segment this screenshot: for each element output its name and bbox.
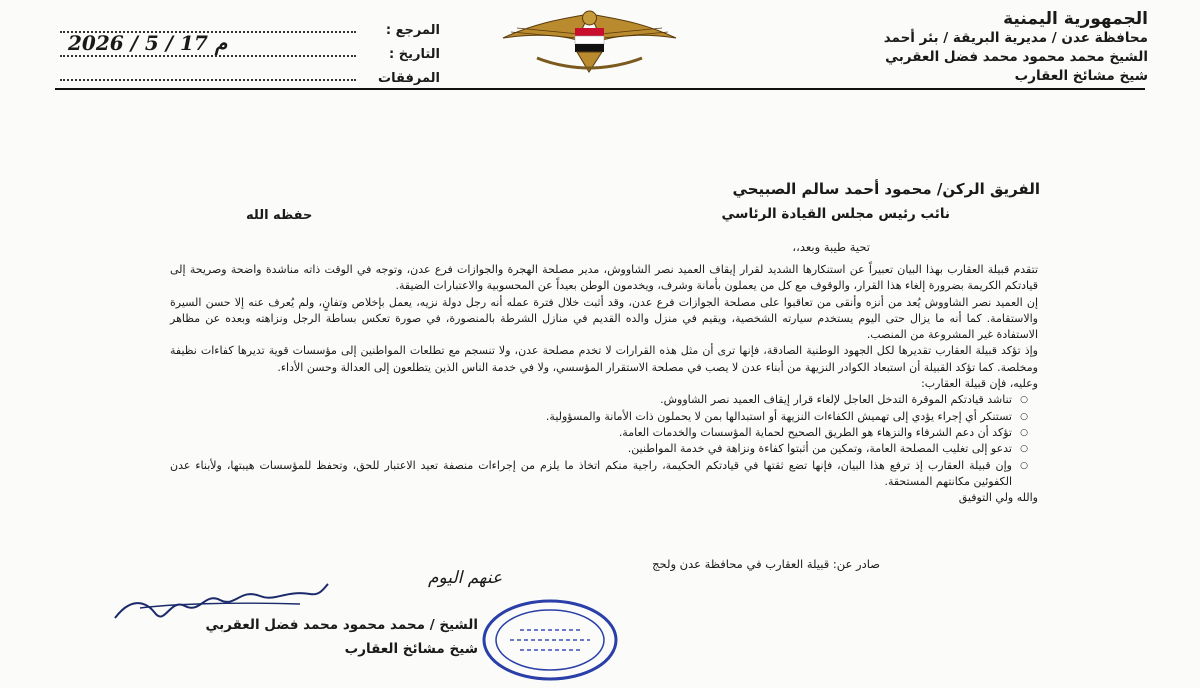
letter-body [170, 262, 1038, 506]
letterhead-right [728, 10, 1148, 86]
demand-item: ○ تستنكر أي إجراء يؤدي إلى تهميش الكفاءات النزيهة أو استبدالها بمن لا يحملون ذات الأمانة والمسؤولية. [170, 409, 1026, 425]
demands-intro: وعليه، فإن قبيلة العقارب: [921, 377, 1038, 391]
reference-label: المرجع : [385, 23, 440, 38]
letterhead-line-4: شيخ مشائخ العقارب [1014, 68, 1148, 84]
demand-item: ○ تدعو إلى تغليب المصلحة العامة، وتمكين من أثبتوا كفاءة ونزاهة في خدمة المواطنين. [170, 441, 1026, 457]
date-row [60, 31, 440, 62]
addressee-block [722, 180, 1040, 222]
greeting: تحية طيبة وبعد،، [792, 240, 870, 254]
reference-block [60, 14, 440, 86]
signer-title: شيخ مشائخ العقارب [344, 641, 478, 657]
body-paragraph-1: تتقدم قبيلة العقارب بهذا البيان تعبيراً عن استنكارها الشديد لقرار إيقاف العميد نصر الشاووش، مدير مصلحة الهجرة والجوازات فرع عدن، وتوجه في الوقت ذاته مناشدة واضحة وصريحة إلى قيادتكم الكريمة بضرورة إلغاء هذا القرار، والوقوف مع كل من يعملون بأمانة وشرف، ويخدمون الوطن بعيداً عن المحسوبية والاعتبارات الضيقة. [170, 263, 1038, 293]
attachments-label: المرفقات [378, 71, 440, 86]
handwritten-date: 2026 / 5 / 17 م [68, 31, 228, 55]
country-name: الجمهورية اليمنية [1003, 9, 1148, 29]
letterhead-line-3: الشيخ محمد محمود محمد فضل العقربي [885, 49, 1148, 65]
issued-by: صادر عن: قبيلة العقارب في محافظة عدن ولحج [652, 557, 880, 571]
letterhead-line-2: محافظة عدن / مديرية البريقة / بئر أحمد [883, 30, 1148, 46]
signer-block [205, 613, 478, 661]
official-stamp-icon [480, 598, 620, 682]
addressee-name: الفريق الركن/ محمود أحمد سالم الصبيحي [732, 180, 1040, 198]
demand-item: ○ تؤكد أن دعم الشرفاء والنزهاء هو الطريق الصحيح لحماية المؤسسات والخدمات العامة. [170, 425, 1026, 441]
header-divider [55, 88, 1145, 90]
attachments-row [60, 62, 440, 86]
body-paragraph-3: وإذ تؤكد قبيلة العقارب تقديرها لكل الجهود الوطنية الصادقة، فإنها ترى أن مثل هذه القرارات لا تخدم مصلحة عدن، ولا تنسجم مع تطلعات المواطنين إلى مؤسسات قوية تديرها كفاءات نظيفة ومخلصة. كما تؤكد القبيلة أن استبعاد الكوادر النزيهة من أبناء عدن لا يصب في مصلحة الاستقرار المؤسسي، ولا في خدمة الناس الذين يتطلعون إلى العدالة وحسن الأداء. [170, 344, 1038, 374]
demands-list [170, 392, 1038, 490]
demand-item: ○ وإن قبيلة العقارب إذ ترفع هذا البيان، فإنها تضع ثقتها في قيادتكم الحكيمة، راجية منكم اتخاذ ما يلزم من إجراءات منصفة تعيد الاعتبار للحق، وتحفظ للمؤسسات هيبتها، ولأبناء عدن الكفوئين مكانتهم المستحقة. [170, 458, 1026, 491]
handwritten-note: عنهم اليوم [428, 568, 503, 588]
attachments-line [60, 63, 356, 81]
addressee-title: نائب رئيس مجلس القيادة الرئاسي [721, 206, 950, 222]
body-paragraph-2: إن العميد نصر الشاووش يُعد من أنزه وأنقى من تعاقبوا على مصلحة الجوازات فرع عدن، وقد أثبت خلال فترة عمله أنه رجل دولة نزيه، يعمل بإخلاص وتفانٍ، ولم يُعرف عنه إلا حسن السيرة والاستقامة. كما أنه ما يزال حتى اليوم يستخدم سيارته الشخصية، ويقيم في منزل والده القديم في منازل الشرطة بالمنصورة، في صورة تعكس بساطة الرجل ونزاهته وبعده عن مظاهر الاستفادة غير المشروعة من المنصب. [170, 295, 1038, 342]
demand-item: ○ تناشد قيادتكم الموقرة التدخل العاجل لإلغاء قرار إيقاف العميد نصر الشاووش. [170, 392, 1026, 408]
closing-line: والله ولي التوفيق [958, 491, 1038, 505]
republic-emblem-icon [497, 2, 682, 82]
addressee-blessing: حفظه الله [246, 208, 313, 223]
date-line [60, 31, 356, 57]
date-label: التاريخ : [389, 47, 440, 62]
signer-name: الشيخ / محمد محمود محمد فضل العقربي [205, 617, 478, 633]
